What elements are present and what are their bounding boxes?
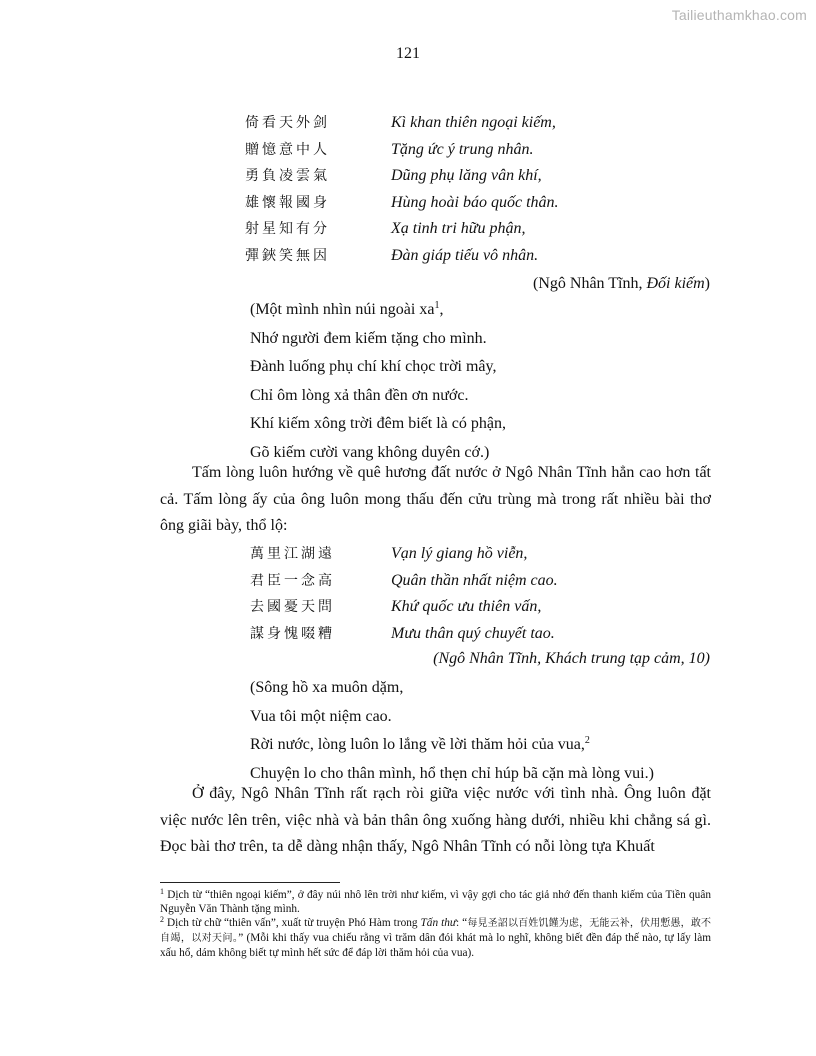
- poem-line: [245, 568, 715, 595]
- translation-text: Rời nước, lòng luôn lo lắng về lời thăm hỏi của vua,: [250, 736, 585, 753]
- poem-line: [245, 110, 715, 137]
- footnote-mark: 2: [160, 915, 164, 924]
- footnote-divider: [160, 882, 340, 883]
- footnote-text: : “: [456, 917, 468, 929]
- poem-line: [245, 243, 715, 270]
- han-text: 萬里江湖遠: [250, 546, 335, 562]
- translation-line: Gõ kiếm cười vang không duyên cớ.): [250, 443, 490, 461]
- translation-punct: ,: [439, 301, 444, 318]
- translation-line: (Sông hồ xa muôn dặm,: [250, 679, 404, 696]
- han-text: 倚看天外剑: [245, 115, 330, 131]
- translation-line: Chỉ ôm lòng xả thân đền ơn nước.: [250, 386, 469, 404]
- paragraph-text: Ở đây, Ngô Nhân Tĩnh rất rạch ròi giữa việc nước với tình nhà. Ông luôn đặt việc nước lên trên, việc nhà và bản thân ông xuống hàng dưới, nhiều khi chẳng sá gì. Đọc bài thơ trên, ta dễ dàng nhận thấy, Ngô Nhân Tĩnh có nỗi lòng tựa Khuất: [160, 785, 711, 855]
- poem-line: [245, 541, 715, 568]
- translation-line: Khí kiếm xông trời đêm biết là có phận,: [250, 415, 506, 432]
- footnote-mark: 1: [160, 887, 164, 896]
- poem-line: [245, 216, 715, 243]
- han-text: 去國憂天問: [250, 599, 335, 615]
- poem-line: [245, 163, 715, 190]
- footnotes: [160, 888, 711, 960]
- footnote-text: Dịch từ “thiên ngoại kiếm”, ở đây núi nhô lên trời như kiếm, vì vậy gợi cho tác giả nhớ đến thanh kiếm của Tiền quân Nguyễn Văn Thành tặng mình.: [160, 889, 711, 915]
- paragraph-text: Tấm lòng luôn hướng về quê hương đất nước ở Ngô Nhân Tĩnh hẳn cao hơn tất cả. Tấm lòng ấy của ông luôn mong thấu đến cửu trùng mà trong rất nhiều bài thơ ông giãi bày, thổ lộ:: [160, 464, 711, 534]
- romanized-text: Dũng phụ lăng vân khí,: [391, 167, 542, 184]
- romanized-text: Hùng hoài báo quốc thân.: [391, 193, 559, 211]
- romanized-text: Đàn giáp tiếu vô nhân.: [391, 246, 539, 264]
- footnote-2: [160, 916, 711, 960]
- romanized-text: Xạ tinh tri hữu phận,: [391, 220, 526, 237]
- body-paragraph-1: [160, 460, 711, 540]
- footnote-text: ” (Mỗi khi thấy vua chiếu rằng vì trăm dân đói khát mà lo nghĩ, không biết đền đáp thế nào, tự lấy làm xấu hổ, dám không biết tự mình hết sức để đáp lời thăm hỏi của vua).: [160, 932, 711, 959]
- translation-text: (Một mình nhìn núi ngoài xa: [250, 301, 435, 318]
- footnote-1: [160, 888, 711, 916]
- poem-1-attribution: [533, 275, 710, 293]
- footnote-text: Dịch từ chữ “thiên vấn”, xuất từ truyện Phó Hàm trong: [166, 917, 421, 929]
- poem-2: [245, 541, 715, 647]
- poem-line: [245, 594, 715, 621]
- romanized-text: Tặng ức ý trung nhân.: [391, 140, 534, 158]
- han-text: 雄懷報國身: [245, 194, 330, 211]
- translation-2: [250, 674, 720, 788]
- romanized-text: Mưu thân quý chuyết tao.: [391, 624, 555, 642]
- romanized-text: Quân thần nhất niệm cao.: [391, 571, 558, 589]
- translation-line: Vua tôi một niệm cao.: [250, 707, 392, 725]
- footnote-ref-2[interactable]: 2: [584, 735, 590, 746]
- attribution-prefix: (Ngô Nhân Tĩnh,: [433, 650, 546, 667]
- translation-line: Đành luống phụ chí khí chọc trời mây,: [250, 358, 497, 375]
- attribution-title: Khách trung tạp cảm, 10): [545, 650, 710, 667]
- attribution-suffix: ): [704, 275, 710, 292]
- han-text: 謀身愧啜糟: [250, 625, 335, 642]
- poem-line: [245, 137, 715, 164]
- footnote-book-title: Tấn thư: [420, 917, 457, 929]
- footnote-ref-1[interactable]: 1: [434, 300, 440, 311]
- romanized-text: Khứ quốc ưu thiên vấn,: [391, 598, 542, 615]
- page-number: 121: [396, 45, 420, 62]
- translation-line: Nhớ người đem kiếm tặng cho mình.: [250, 329, 487, 347]
- poem-line: [245, 621, 715, 648]
- han-text: 贈憶意中人: [245, 141, 330, 158]
- attribution-prefix: (Ngô Nhân Tĩnh,: [533, 275, 647, 292]
- poem-2-attribution: [433, 650, 710, 668]
- body-paragraph-2: [160, 781, 711, 861]
- translation-line: [250, 296, 720, 325]
- romanized-text: Vạn lý giang hồ viễn,: [391, 545, 528, 562]
- poem-line: [245, 190, 715, 217]
- romanized-text: Kì khan thiên ngoại kiếm,: [391, 114, 556, 131]
- translation-line: [250, 731, 720, 760]
- translation-line: Chuyện lo cho thân mình, hổ thẹn chỉ húp bã cặn mà lòng vui.): [250, 764, 654, 782]
- han-text: 君臣一念高: [250, 572, 335, 589]
- han-text: 勇負凌雲氣: [245, 168, 330, 184]
- attribution-title: Đối kiếm: [646, 275, 705, 292]
- poem-1: [245, 110, 715, 269]
- han-text: 射星知有分: [245, 221, 330, 237]
- watermark: Tailieuthamkhao.com: [671, 7, 807, 23]
- footnote-han-quote: 每見圣詔以百姓饥饉为虑，无能云补，伏用慙愚，敢不自竭，以对天问。: [160, 918, 711, 944]
- han-text: 彈鋏笑無因: [245, 247, 330, 264]
- translation-1: [250, 296, 720, 467]
